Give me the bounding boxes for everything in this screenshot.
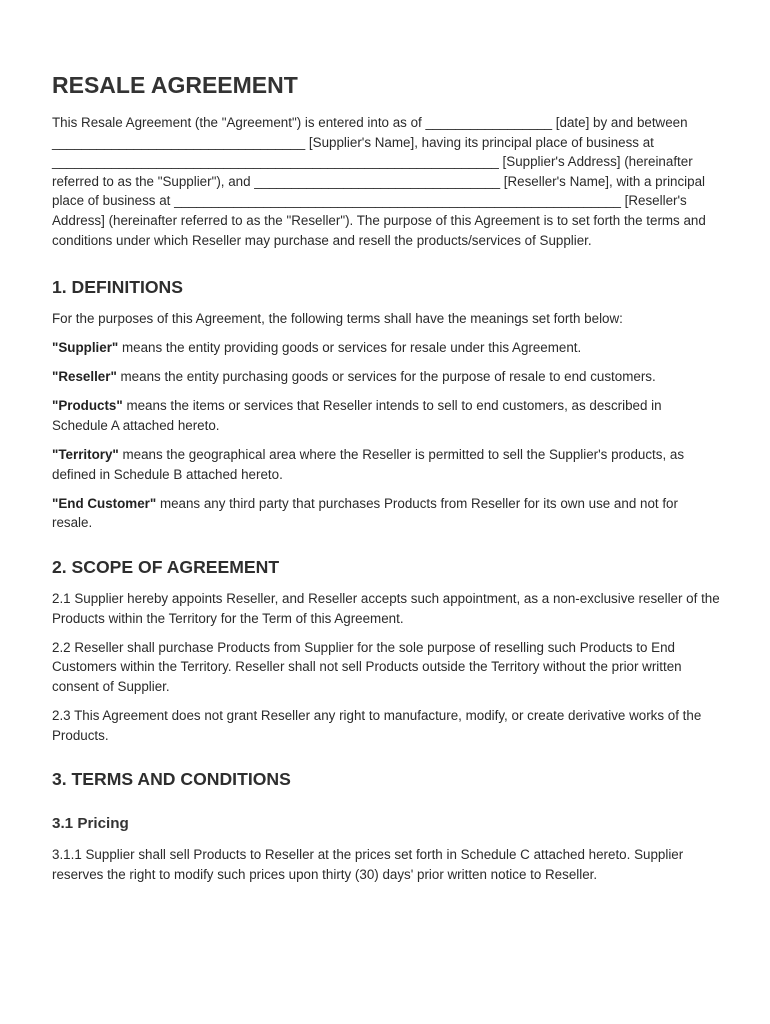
definition-term: "Supplier" [52, 340, 119, 356]
definition-term: "Reseller" [52, 369, 117, 385]
definition-text: means the items or services that Reseller intends to sell to end customers, as described in Schedule A attached hereto. [52, 398, 662, 434]
definition-text: means the entity providing goods or services for resale under this Agreement. [118, 340, 582, 356]
section-heading-terms: 3. TERMS AND CONDITIONS [52, 769, 291, 790]
definition-item [52, 367, 720, 387]
definition-text: means the geographical area where the Reseller is permitted to sell the Supplier's products, as defined in Schedule B attached hereto. [52, 447, 685, 482]
section-heading-scope: 2. SCOPE OF AGREEMENT [52, 557, 280, 577]
definition-item [52, 494, 720, 533]
definition-text: means the entity purchasing goods or services for the purpose of resale to end customers. [116, 369, 656, 385]
pricing-clause: 3.1.1 Supplier shall sell Products to Reseller at the prices set forth in Schedule C attached hereto. Supplier reserves the right to modify such prices upon thirty (30) days' prior written notice to Reseller. [52, 847, 684, 882]
definition-term: "End Customer" [52, 495, 157, 511]
scope-clause: 2.3 This Agreement does not grant Reseller any right to manufacture, modify, or create derivative works of the Products. [52, 707, 702, 743]
definition-term: "Products" [52, 398, 123, 414]
sub-heading-pricing: 3.1 Pricing [52, 815, 129, 833]
scope-clause: 2.1 Supplier hereby appoints Reseller, and Reseller accepts such appointment, as a non-exclusive reseller of the Products within the Territory for the Term of this Agreement. [52, 591, 720, 626]
definition-term: "Territory" [52, 447, 119, 463]
section-heading-definitions: 1. DEFINITIONS [52, 277, 183, 298]
document-page [52, 70, 720, 884]
definition-text: means any third party that purchases Products from Reseller for its own use and not for resale. [52, 495, 678, 531]
definition-item [52, 396, 720, 435]
definitions-lead: For the purposes of this Agreement, the following terms shall have the meanings set forth below: [52, 311, 623, 327]
scope-clause: 2.2 Reseller shall purchase Products from Supplier for the sole purpose of reselling such Products to End Customers within the Territory. Reseller shall not sell Products outside the Territory without the prior written consent of Supplier. [52, 639, 682, 694]
definition-item [52, 445, 720, 484]
definition-item [52, 338, 720, 358]
intro-paragraph: This Resale Agreement (the "Agreement") is entered into as of _________________ [date] by and between __________________________________ [Supplier's Name], having its principal place of business at ____________________________________________________________ [Supplier's Address] (hereinafter referred to as the "Supplier"), and _________________________________ [Reseller's Name], with a principal place of business at ____________________________________________________________ [Reseller's Address] (hereinafter referred to as the "Reseller"). The purpose of this Agreement is to set forth the terms and conditions under which Reseller may purchase and resell the products/services of Supplier. [52, 115, 706, 248]
document-title: RESALE AGREEMENT [52, 72, 298, 98]
